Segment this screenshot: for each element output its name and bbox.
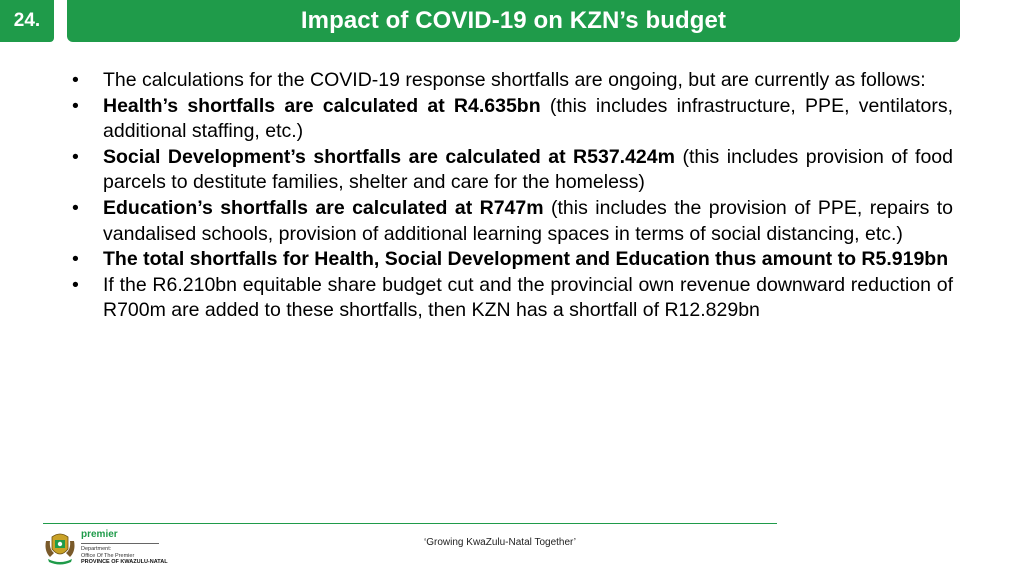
bullet-dot-icon: • bbox=[72, 196, 79, 219]
coat-of-arms-icon bbox=[44, 531, 76, 565]
bullet-dot-icon: • bbox=[72, 94, 79, 117]
bullet-list bbox=[72, 68, 953, 324]
premier-logo bbox=[44, 529, 184, 569]
bullet-text: (this includes provision of food parcels to destitute families, shelter and care for the homeless) bbox=[103, 145, 953, 194]
logo-text bbox=[81, 529, 191, 566]
bullet-dot-icon: • bbox=[72, 248, 79, 271]
bullet-item bbox=[72, 145, 953, 196]
bullet-item bbox=[72, 196, 953, 247]
bullet-item bbox=[72, 273, 953, 324]
bullet-item bbox=[72, 68, 953, 94]
bullet-bold-text: The total shortfalls for Health, Social Development and Education thus amount to R5.919bn bbox=[103, 248, 949, 271]
title-bar bbox=[67, 0, 960, 42]
slide-content bbox=[72, 68, 953, 324]
logo-department-label: Department: bbox=[81, 546, 112, 552]
logo-province-label: PROVINCE OF KWAZULU-NATAL bbox=[81, 559, 168, 565]
bullet-text: If the R6.210bn equitable share budget cut and the provincial own revenue downward reduction of R700m are added to these shortfalls, then KZN has a shortfall of R12.829bn bbox=[103, 273, 953, 322]
bullet-dot-icon: • bbox=[72, 69, 79, 91]
footer-slogan: ‘Growing KwaZulu-Natal Together’ bbox=[424, 537, 576, 548]
slide-number-badge: 24. bbox=[0, 0, 54, 42]
bullet-dot-icon: • bbox=[72, 145, 79, 168]
logo-office-label: Office Of The Premier bbox=[81, 552, 135, 559]
logo-premier-label: premier bbox=[81, 529, 118, 540]
bullet-bold-text: Social Development’s shortfalls are calculated at R537.424m bbox=[103, 145, 675, 168]
bullet-bold-text: Health’s shortfalls are calculated at R4.635bn bbox=[103, 94, 541, 117]
logo-divider bbox=[81, 543, 159, 544]
bullet-item bbox=[72, 247, 953, 273]
bullet-text: (this includes infrastructure, PPE, ventilators, additional staffing, etc.) bbox=[103, 94, 953, 143]
bullet-text: The calculations for the COVID-19 response shortfalls are ongoing, but are currently as follows: bbox=[103, 69, 926, 91]
bullet-text: (this includes the provision of PPE, repairs to vandalised schools, provision of additional learning spaces in terms of social distancing, etc.) bbox=[103, 196, 954, 245]
slide-title: Impact of COVID-19 on KZN’s budget bbox=[300, 7, 727, 34]
bullet-bold-text: Education’s shortfalls are calculated at R747m bbox=[103, 196, 544, 219]
footer-divider bbox=[43, 523, 777, 524]
bullet-item bbox=[72, 94, 953, 145]
bullet-dot-icon: • bbox=[72, 273, 79, 296]
